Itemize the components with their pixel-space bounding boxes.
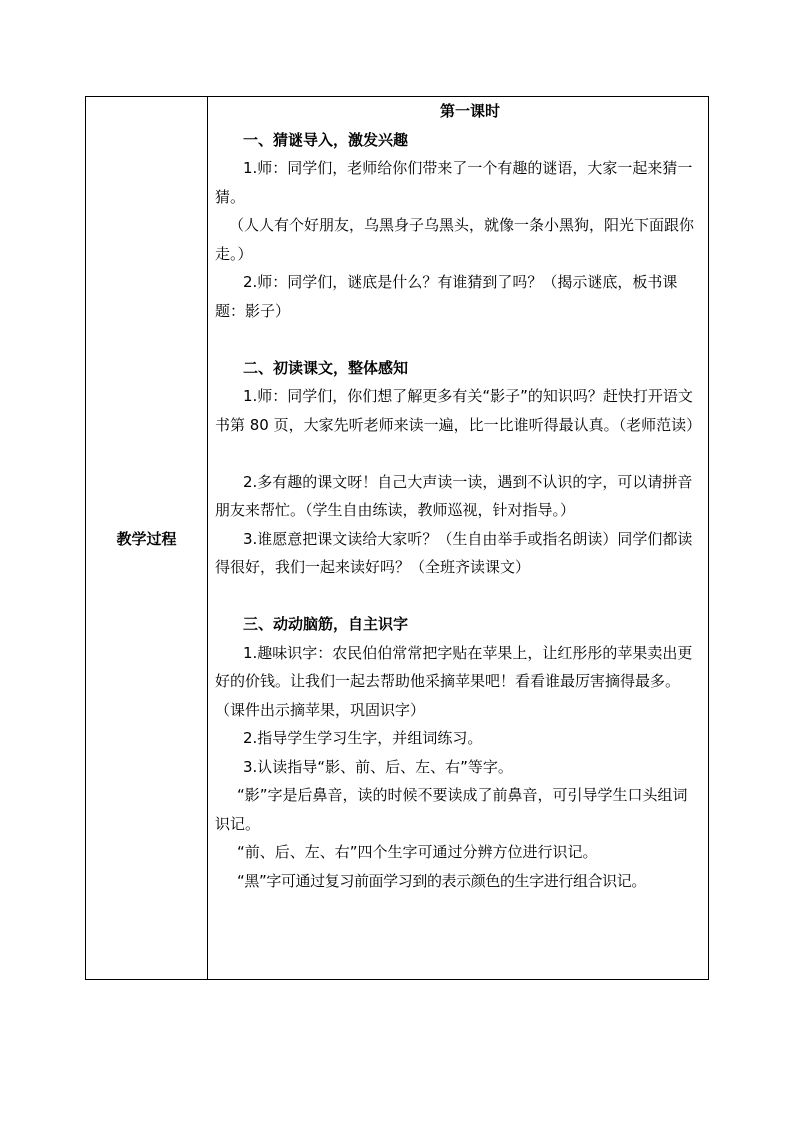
paragraph: 1.趣味识字：农民伯伯常常把字贴在苹果上，让红彤彤的苹果卖出更好的价钱。让我们一起去帮助他采摘苹果吧！看看谁最厉害摘得最多。（课件出示摘苹果，巩固识字） <box>215 643 693 719</box>
paragraph: 2.师：同学们，谜底是什么？有谁猜到了吗？（揭示谜底，板书课题：影子） <box>215 273 678 320</box>
lesson-title: 第一课时 <box>439 102 500 120</box>
lesson-plan-table <box>85 96 709 980</box>
paragraph: 2.多有趣的课文呀！自己大声读一读，遇到不认识的字，可以请拼音朋友来帮忙。（学生自由练读，教师巡视，针对指导。） <box>215 472 693 519</box>
content-cell <box>208 97 709 980</box>
section-heading: 一、猜谜导入，激发兴趣 <box>243 130 409 149</box>
spacer <box>215 439 701 468</box>
spacer <box>215 325 701 354</box>
paragraph: “黑”字可通过复习前面学习到的表示颜色的生字进行组合识记。 <box>237 871 646 890</box>
section-heading: 三、动动脑筋，自主识字 <box>243 615 409 633</box>
paragraph: （人人有个好朋友，乌黑身子乌黑头，就像一条小黑狗，阳光下面跟你走。） <box>215 216 695 263</box>
paragraph: “前、后、左、右”四个生字可通过分辨方位进行识记。 <box>237 843 598 861</box>
paragraph: 1.师：同学们，老师给你们带来了一个有趣的谜语，大家一起来猜一猜。 <box>215 159 693 206</box>
lesson-content <box>208 97 708 895</box>
paragraph: “影”字是后鼻音，读的时候不要读成了前鼻音，可引导学生口头组词识记。 <box>215 786 688 833</box>
spacer <box>215 582 701 611</box>
paragraph: 3.谁愿意把课文读给大家听？（生自由举手或指名朗读）同学们都读得很好，我们一起来读好吗？（全班齐读课文） <box>215 529 693 576</box>
row-label: 教学过程 <box>116 529 177 548</box>
paragraph: 2.指导学生学习生字，并组词练习。 <box>243 729 483 747</box>
section-heading: 二、初读课文，整体感知 <box>243 358 409 377</box>
row-label-cell <box>86 97 208 980</box>
paragraph: 1.师：同学们，你们想了解更多有关“影子”的知识吗？赶快打开语文书第 80 页，大家先听老师来读一遍，比一比谁听得最认真。（老师范读） <box>215 387 702 434</box>
table-row <box>86 97 709 980</box>
paragraph: 3.认读指导“影、前、后、左、右”等字。 <box>243 757 513 776</box>
